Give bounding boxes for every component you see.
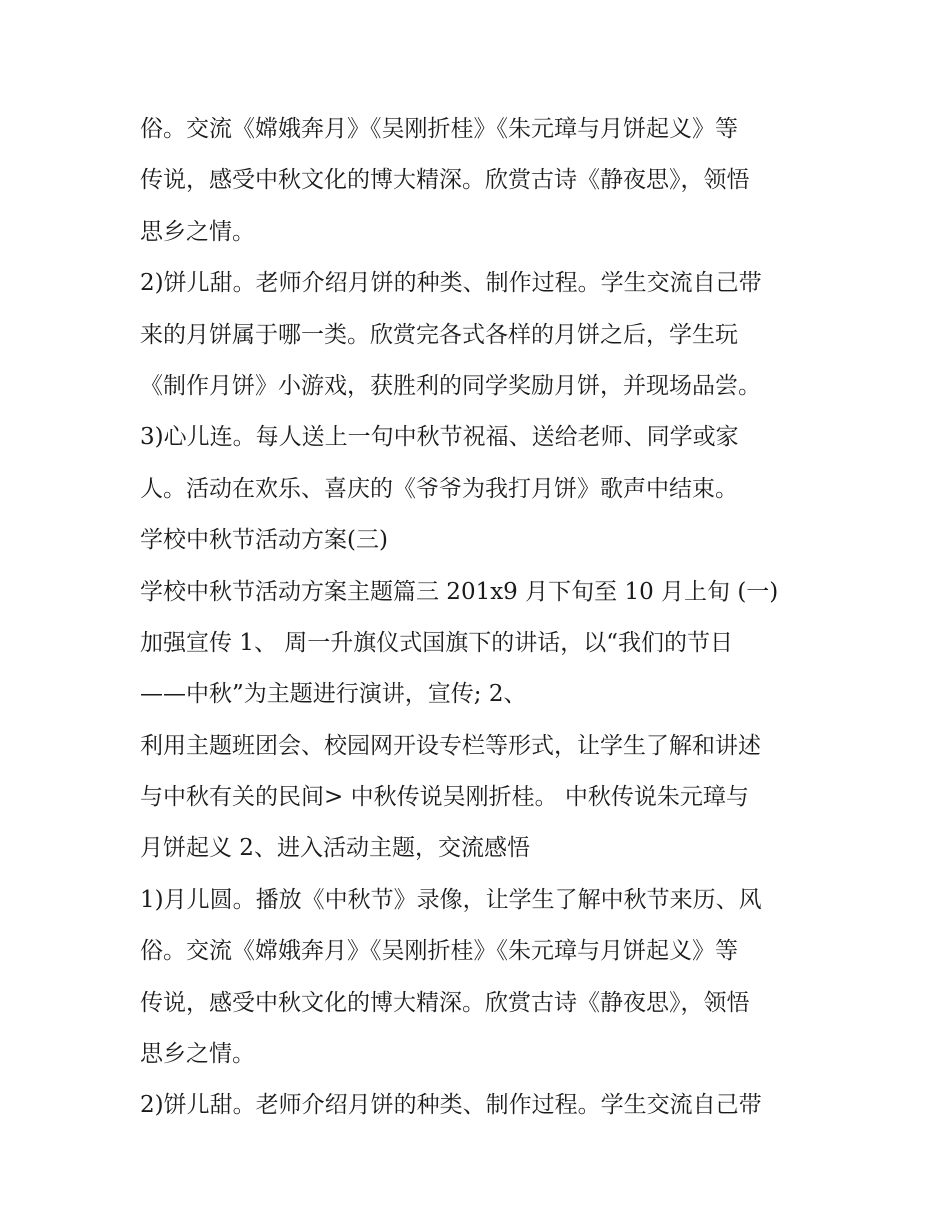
- text-line: 俗。交流《嫦娥奔月》《吴刚折桂》《朱元璋与月饼起义》等: [140, 116, 738, 142]
- text-line: 传说，感受中秋文化的博大精深。欣赏古诗《静夜思》，领悟: [140, 989, 750, 1016]
- text-line: 俗。交流《嫦娥奔月》《吴刚折桂》《朱元璋与月饼起义》等: [140, 938, 738, 965]
- text-line: 思乡之情。: [140, 218, 255, 245]
- text-line: 来的月饼属于哪一类。欣赏完各式各样的月饼之后，学生玩: [140, 321, 738, 348]
- text-line: 传说，感受中秋文化的博大精深。欣赏古诗《静夜思》，领悟: [140, 167, 750, 194]
- text-line: 与中秋有关的民间> 中秋传说吴刚折桂。 中秋传说朱元璋与: [140, 784, 749, 811]
- text-line: 《制作月饼》小游戏，获胜利的同学奖励月饼，并现场品尝。: [140, 372, 761, 399]
- text-line: 学校中秋节活动方案主题篇三 201x9 月下旬至 10 月上旬 (一): [140, 578, 779, 605]
- text-line: 利用主题班团会、校园网开设专栏等形式，让学生了解和讲述: [140, 732, 761, 759]
- section-heading: 学校中秋节活动方案(三): [140, 527, 388, 554]
- text-line: 3)心儿连。每人送上一句中秋节祝福、送给老师、同学或家: [140, 424, 739, 451]
- text-line: 2)饼儿甜。老师介绍月饼的种类、制作过程。学生交流自己带: [140, 270, 762, 297]
- text-line: 加强宣传 1、 周一升旗仪式国旗下的讲话，以“我们的节日: [140, 629, 734, 656]
- document-body: [140, 104, 820, 1132]
- text-line: 月饼起义 2、进入活动主题，交流感悟: [140, 835, 530, 862]
- text-line: ——中秋”为主题进行演讲，宣传; 2、: [140, 681, 527, 708]
- text-line: 2)饼儿甜。老师介绍月饼的种类、制作过程。学生交流自己带: [140, 1092, 762, 1119]
- text-line: 1)月儿圆。播放《中秋节》录像，让学生了解中秋节来历、风: [140, 886, 762, 913]
- text-line: 思乡之情。: [140, 1041, 255, 1068]
- text-line: 人。活动在欢乐、喜庆的《爷爷为我打月饼》歌声中结束。: [140, 475, 738, 502]
